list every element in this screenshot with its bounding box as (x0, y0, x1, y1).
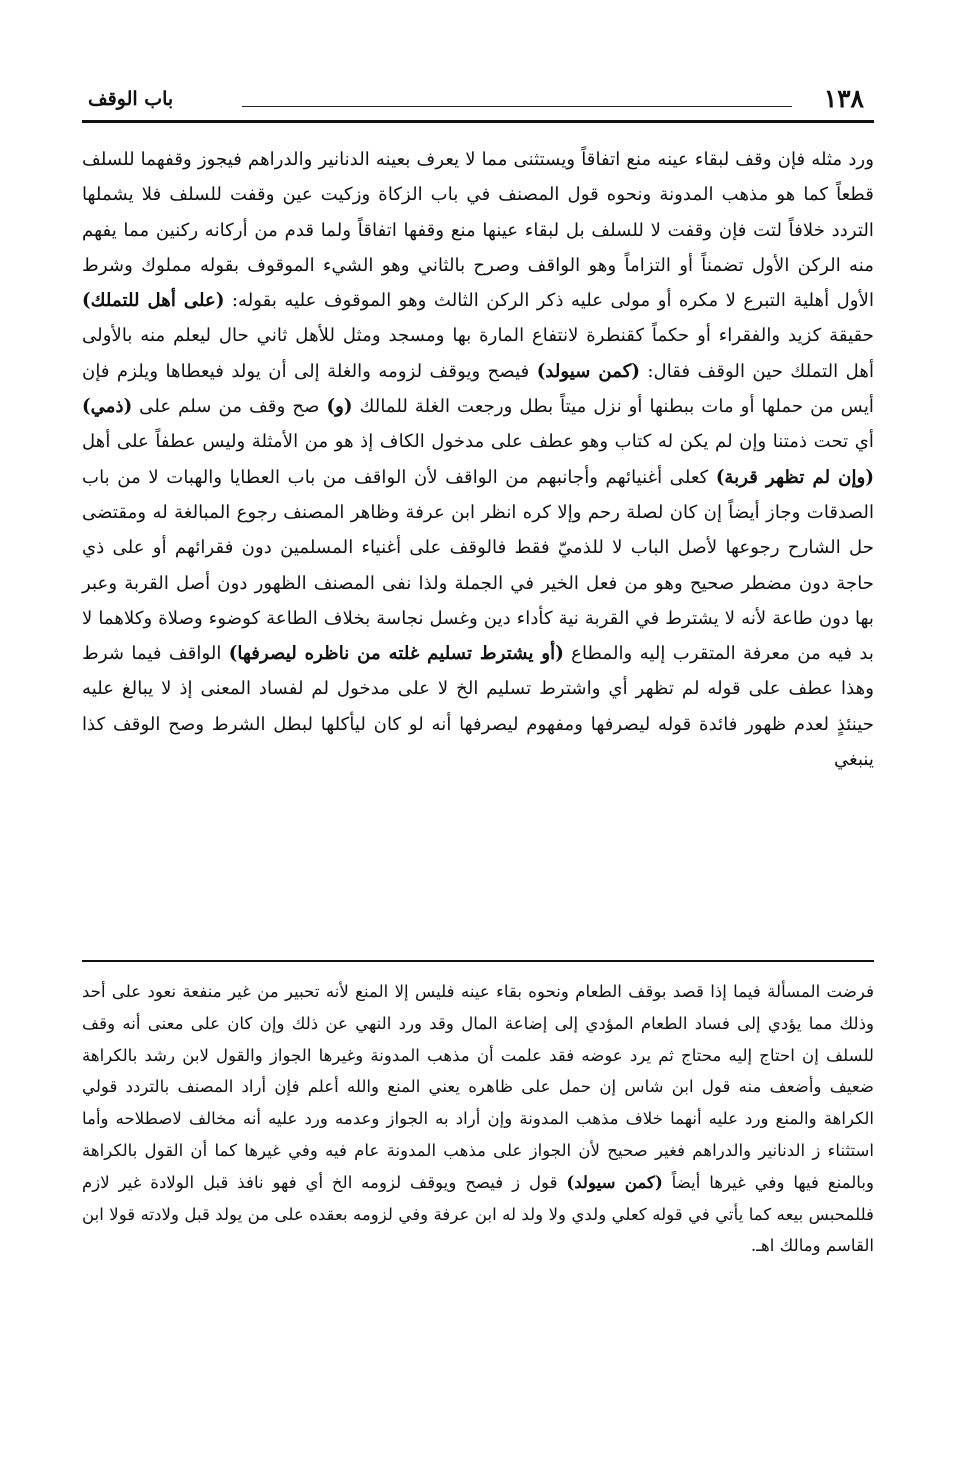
text-run: ورد مثله فإن وقف لبقاء عينه منع اتفاقاً ويستثنى مما لا يعرف بعينه الدنانير والدراهم فيجوز وقفهما للسلف قطعاً كما هو مذهب المدونة ونحوه قول المصنف في باب الزكاة وزكيت عين وقفت للسلف فلا يشملها التردد خلافاً لتت فإن وقفت لا للسلف بل لبقاء عينها منع وقفها اتفاقاً ولما قدم من أركانه ركنين مما يفهم منه الركن الأول تضمناً أو التزاماً وهو الواقف وصرح بالثاني وهو الشيء الموقوف بقوله مملوك وشرط الأول أهلية التبرع لا مكره أو مولى عليه ذكر الركن الثالث وهو الموقوف عليه بقوله: (82, 149, 874, 312)
matn-quote: (وإن لم تظهر قربة) (715, 466, 874, 488)
text-run: حقيقة كزيد والفقراء أو حكماً كقنطرة لانتفاع المارة بها ومسجد ومثل للأهل ثاني حال ليعلم منه بالأولى أهل التملك حين الوقف فقال: (82, 325, 875, 382)
main-paragraph (82, 142, 874, 777)
chapter-title: باب الوقف (88, 88, 174, 110)
main-text (82, 142, 874, 777)
matn-quote: (و) (326, 396, 353, 418)
text-run: الواقف فيما شرط وهذا عطف على قوله لم تظهر أي واشترط تسليم الخ لا على مدخول لم لفساد المعنى إذ لا يبالغ عليه حينئذٍ لعدم ظهور فائدة قوله ليصرفها ومفهوم ليصرفها أنه لو كان ليأكلها لبطل الشرط وصح الوقف كذا ينبغي (82, 643, 874, 771)
text-run: فيصح ويوقف لزومه والغلة إلى أن يولد فيعطاها ويلزم فإن أيس من حملها أو مات ببطنها أو نزل ميتاً بطل ورجعت الغلة للمالك (82, 360, 874, 418)
matn-quote: (كمن سيولد) (536, 360, 641, 382)
footnote-rule (82, 960, 874, 962)
text-run: قول ز فيصح ويوقف لزومه الخ أي فهو نافذ قبل الولادة غير لازم فللمحبس بيعه كما يأتي في قوله كعلي ولدي ولا ولد له ابن عرفة وفي لزومه بعقده على من يولد قبل ولادته قولا ابن القاسم ومالك اهـ. (82, 1172, 874, 1256)
footnote-paragraph (82, 976, 874, 1262)
page-header (82, 84, 874, 116)
matn-quote: (كمن سيولد) (566, 1171, 663, 1192)
matn-quote: (على أهل للتملك) (82, 290, 225, 312)
matn-quote: (ذمي) (82, 396, 133, 418)
header-rule (82, 120, 874, 123)
matn-quote: (أو يشترط تسليم غلته من ناظره ليصرفها) (228, 643, 564, 665)
header-thin-rule (242, 106, 792, 107)
text-run: كعلى أغنيائهم وأجانبهم من الواقف لأن الواقف من باب العطايا والهبات لا من باب الصدقات وجاز أيضاً إن كان لصلة رحم وإلا كره انظر ابن عرفة وظاهر المصنف رجوع المبالغة له ومقتضى حل الشارح رجوعها لأصل الباب لا للذميّ فقط فالوقف على أغنياء المسلمين دون فقرائهم أو على ذي حاجة دون مضطر صحيح وهو من فعل الخير في الجملة ولذا نفى المصنف الظهور دون أصل القربة وعبر بها دون طاعة لأنه لا يشترط في القربة نية كأداء دين وغسل نجاسة بخلاف الطاعة كوضوء وصلاة وكلاهما لا بد فيه من معرفة المتقرب إليه والمطاع (82, 466, 875, 665)
page-number: ١٣٨ (823, 84, 864, 113)
text-run: فرضت المسألة فيما إذا قصد بوقف الطعام ونحوه بقاء عينه فليس إلا المنع لأنه تحبير من غير منفعة نعود على أحد وذلك مما يؤدي إلى فساد الطعام المؤدي إلى إضاعة المال وقد ورد النهي عن ذلك وإن كان على معنى أنه وقف للسلف إن احتاج إليه محتاج ثم يرد عوضه فقد علمت أن مذهب المدونة وغيرها الجواز والقول لابن رشد بالكراهة ضعيف وأضعف منه قول ابن شاس إن حمل على ظاهره يعني المنع والله أعلم فإن أراد المصنف بالتردد قولي الكراهة والمنع ورد عليه أنهما خلاف مذهب المدونة وإن أراد به الجواز وعدمه ورد عليه أنه مخالف لاصطلاحه وأما استثناء ز الدنانير والدراهم فغير صحيح لأن الجواز على مذهب المدونة عام فيه وفي غيرها كما أن القول بالكراهة وبالمنع فيها وفي غيرها أيضاً (82, 982, 874, 1192)
text-run: أي تحت ذمتنا وإن لم يكن له كتاب وهو عطف على مدخول الكاف إذ هو من الأمثلة وليس عطفاً على أهل (82, 431, 874, 453)
text-run: صح وقف من سلم على (132, 396, 327, 418)
footnote-text (82, 976, 874, 1262)
